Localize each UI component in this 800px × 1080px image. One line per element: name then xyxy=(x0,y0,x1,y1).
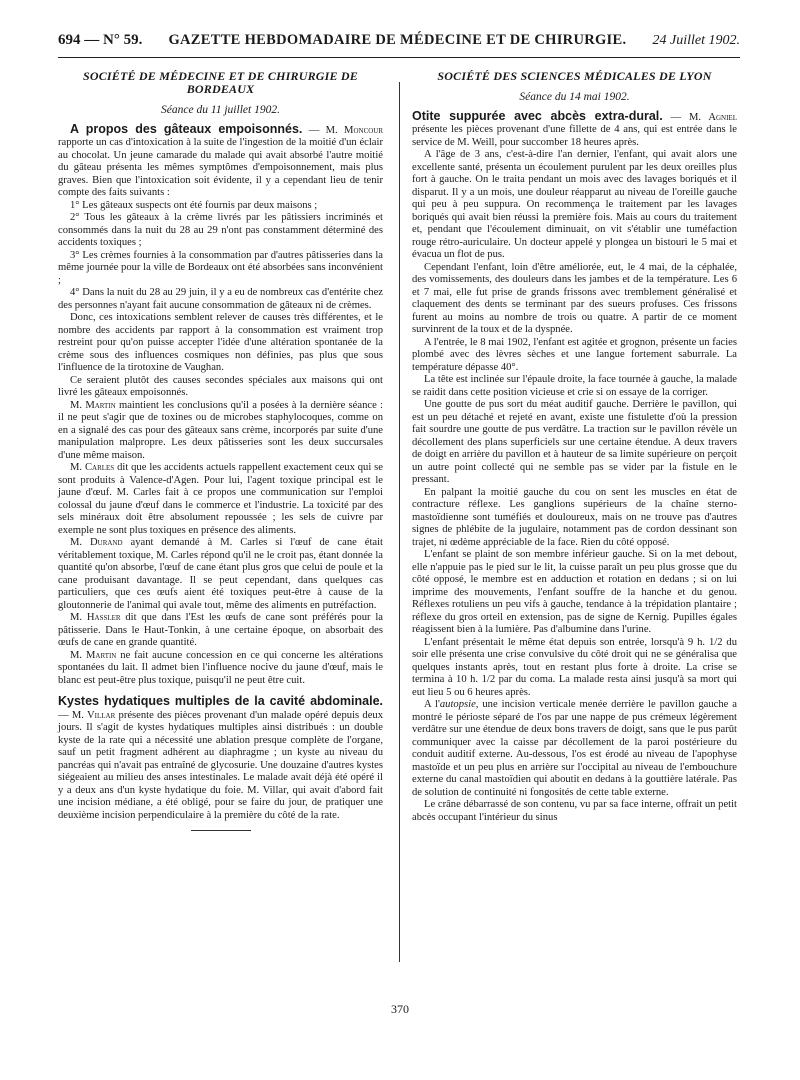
speaker-name: M. Durand xyxy=(70,537,123,548)
article-otite: Otite suppurée avec abcès extra-dural. — M. Agniel présente les pièces provenant d'une fillette de 4 ans, qui est entrée dans le service de M. Weill, pour succomber 18 heures après. A l'âge de 3 ans, c'est-à-dire l'an dernier, l'enfant, qui avait alors une excellente santé, présenta un écoulement purulent par les deux oreilles plus fort à gauche. On le traita pendant un mois avec des lavages boriqués et il disparut. Il y a un mois, une douleur réapparut au niveau de l'oreille gauche qui peu à peu suppura. On recommença le traitement par les lavages boriqués qui avait bien réussi la première fois. Mais au cours du traitement et, pendant que l'écoulement diminuait, on vit s'établir une tuméfaction rouge rétro-auriculaire. Un docteur appelé y plongea un bistouri le 5 mai et évacua un flot de pus. Cependant l'enfant, loin d'être améliorée, eut, le 4 mai, de la céphalée, des vomissements, des douleurs dans les jambes et de la température. Les 6 et 7 mai, elle fut prise de grands frissons avec tremblement généralisé et claquement des dents se terminant par des sueurs profuses. Ces frissons furent au moins au nombre de trois ou quatre. A partir de ce moment survinrent de la toux et de la dyspnée. A l'entrée, le 8 mai 1902, l'enfant est agitée et grognon, présente un facies plombé avec des lèvres sèches et une langue fortement saburrale. La température dépasse 40°. La tête est inclinée sur l'épaule droite, la face tournée à gauche, la malade se raidit dans cette position vicieuse et crie si on essaye de la corriger. Une goutte de pus sort du méat auditif gauche. Derrière le pavillon, qui est un peu détaché et rejeté en avant, existe une fistulette d'où la pression fait sourdre une goutte de pus verdâtre. La traction sur le pavillon révèle un décollement des plans superficiels sur une certaine étendue. A deux travers de doigt en arrière du pavillon et à hauteur de sa limite supérieure on perçoit un autre point collecté qui ne semble pas se vider par la fistule en le pressant. En palpant la moitié gauche du cou on sent les muscles en état de contracture réflexe. Les ganglions supérieurs de la chaîne sterno-mastoïdienne sont tuméfiés et douloureux, mais on ne trouve pas d'autres signes de phlébite de la jugulaire, notamment pas de cordon dessinant son trajet, ni œdème appréciable de la face. Rien du côté opposé. L'enfant se plaint de son membre inférieur gauche. Si on la met debout, elle n'appuie pas le pied sur le lit, la cuisse paraît un peu plus grosse que du côté opposé, le membre est en adduction et rotation en dedans ; si on lui imprime des mouvements, l'enfant souffre de la hanche et du genou. Réflexes rotuliens un peu vifs à gauche, tendance à la trépidation plantaire ; réflexe du gros orteil en extension, pas de signe de Kernig. Pupilles égales réagissent bien à la lumière. Pas d'albumine dans l'urine. L'enfant présentait le même état depuis son entrée, lorsqu'à 9 h. 1/2 du soir elle présenta une crise convulsive du côté droit qui ne se généralisa que quelques instants après, tout en restant plus forte à droite. La crise se termina à 10 h. 1/2 par du coma. La malade resta ainsi jusqu'à sa mort qui eut lieu 5 ou 6 heures après. A l'autopsie, une incision verticale menée derrière le pavillon gauche a montré le périoste séparé de l'os par une nappe de pus crémeux légèrement verdâtre sur une étendue de deux bons travers de doigt, sans que le pus parût communiquer avec la caisse par décollement de la paroi postérieure du conduit auditif externe. Au-dessous, l'os est érodé au niveau de l'apophyse mastoïde et un peu plus en arrière sur l'occipital au niveau de l'embouchure externe du canal mastoïdien qui aboutit en dedans à la gouttière latérale. Pas de solution de continuité ni fongosités de cette table externe. Le crâne débarrassé de son contenu, vu par sa face interne, offrait un petit abcès occupant l'intérieur du sinus xyxy=(412,108,737,823)
list-item: 3° Les crèmes fournies à la consommation par d'autres pâtisseries dans la même journée pour la ville de Bordeaux ont été absorbées sans inconvénient ; xyxy=(58,249,383,286)
society-heading: SOCIÉTÉ DES SCIENCES MÉDICALES DE LYON xyxy=(437,69,712,83)
speaker-name: M. Martin xyxy=(70,649,117,661)
end-rule xyxy=(191,830,251,831)
speaker-name: M. Martin xyxy=(70,399,116,411)
speaker-name: M. Villar xyxy=(71,709,116,721)
page-number: 694 — N° 59. xyxy=(58,32,143,48)
column-divider xyxy=(399,82,400,962)
article-title: A propos des gâteaux empoisonnés. xyxy=(70,121,303,136)
society-heading: SOCIÉTÉ DE MÉDECINE ET DE CHIRURGIE DE BORDEAUX xyxy=(82,69,358,96)
speaker-name: M. Agniel xyxy=(689,111,737,123)
paragraph: Le crâne débarrassé de son contenu, vu par sa face interne, offrait un petit abcès occupant l'intérieur du sinus xyxy=(412,799,737,823)
list-item: 1° Les gâteaux suspects ont été fournis par deux maisons ; xyxy=(70,199,318,211)
speaker-name: M. Hassler xyxy=(70,612,121,623)
article-kystes: Kystes hydatiques multiples de la cavité abdominale. — M. Villar présente des pièces provenant d'un malade opéré depuis deux jours. Il s'agit de kystes hydatiques multiples ainsi distribués : un double kyste de la rate qui a nécessité une ablation presque complète de l'organe, sauf un petit fragment adhérent au diaphragme ; un kyste au niveau du pancréas qui n'avait pas entraîné de glycosurie. Une douzaine d'autres kystes siégeaient au milieu des anses intestinales. Le malade avait déjà été opéré il y a deux ans d'un kyste hydatique du foie. M. Villar, qui avait d'abord fait une incision médiane, a été obligé, pour se faire du jour, de pratiquer une deuxième incision perpendiculaire à la première du côté de la rate. xyxy=(58,694,383,821)
paragraph: , une incision verticale menée derrière le pavillon gauche a montré le périoste séparé de l'os par une nappe de pus crémeux légèrement verdâtre sur une étendue de deux bons travers de doigt, sans que le pus parût communiquer avec la caisse par décollement de la paroi postérieure du conduit auditif externe. Au-dessous, l'os est érodé au niveau de l'apophyse mastoïde et un peu plus en arrière sur l'occipital au niveau de l'embouchure externe du canal mastoïdien qui aboutit en dedans à la gouttière latérale. Pas de solution de continuité ni fongosités de cette table externe. xyxy=(412,699,737,798)
header-rule xyxy=(58,57,740,58)
journal-title: GAZETTE HEBDOMADAIRE DE MÉDECINE ET DE CHIRURGIE. xyxy=(168,32,627,48)
article-title: Kystes hydatiques multiples de la cavité abdominale. xyxy=(58,694,383,708)
paragraph: La tête est inclinée sur l'épaule droite, la face tournée à gauche, la malade se raidit dans cette position vicieuse et crie si on essaye de la corriger. xyxy=(412,374,737,398)
left-column xyxy=(58,70,383,831)
paragraph: Donc, ces intoxications semblent relever de causes très différentes, et le nombre des accidents par rapport à la consommation est vraiment trop restreint pour qu'on puisse accepter l'idée d'une altération spontanée de la crème sous des influences cosmiques non définies, pas plus que sous l'influence de la tirotoxine de Vaughan. xyxy=(58,312,383,373)
list-item: 2° Tous les gâteaux à la crème livrés par les pâtissiers incriminés et consommés dans la nuit du 28 au 29 n'ont pas constamment déterminé des accidents toxiques ; xyxy=(58,212,383,248)
paragraph: En palpant la moitié gauche du cou on sent les muscles en état de contracture réflexe. Les ganglions supérieurs de la chaîne sterno-mastoïdienne sont tuméfiés et douloureux, mais on ne trouve pas d'autres signes de phlébite de la jugulaire, notamment pas de cordon dessinant son trajet, ni œdème appréciable de la face. Rien du côté opposé. xyxy=(412,486,737,548)
paragraph: ayant demandé à M. Carles si l'œuf de cane était véritablement toxique, M. Carles répond qu'il ne le croit pas, étant donnée la quantité qu'on absorbe, l'œuf de cane étant plus gros que celui de poule et la cane produisant davantage. Il se peut cependant, dans quelques cas particuliers, que ces œufs aient été toxiques peut-être à cause de la gloutonnerie de l'animal qui avale tout, même des aliments en putréfaction. xyxy=(58,537,383,611)
emphasis: autopsie xyxy=(439,699,476,710)
folio-number: 370 xyxy=(391,1002,409,1016)
paragraph-lead: A l' xyxy=(424,699,440,710)
paragraph: A l'entrée, le 8 mai 1902, l'enfant est agitée et grognon, présente un facies plombé avec des lèvres sèches et une langue fortement saburrale. La température dépasse 40°. xyxy=(412,336,737,373)
issue-date: 24 Juillet 1902. xyxy=(652,33,740,48)
paragraph: dit que les accidents actuels rappellent exactement ceux qui se sont produits à Valence-d'Agen. Pour lui, l'agent toxique principal est le jaune d'œuf. M. Carles fait à ce propos une communication sur l'emploi colossal du jaune d'œuf dans le commerce et l'industrie. La toxicité par des sels minéraux doit être absolument repoussée ; les sels de cuivre par exemple ne sont plus toxiques en présence des aliments. xyxy=(58,462,383,536)
paragraph: L'enfant se plaint de son membre inférieur gauche. Si on la met debout, elle n'appuie pas le pied sur le lit, la cuisse paraît un peu plus grosse que du côté opposé, le membre est en adduction et rotation en dedans ; si on lui imprime des mouvements, l'enfant souffre de la hanche et du genou. Réflexes rotuliens un peu vifs à gauche, tendance à la trépidation plantaire ; réflexe du gros orteil en extension, pas de signe de Kernig. Pupilles égales réagissent bien à la lumière. Pas d'albumine dans l'urine. xyxy=(412,549,737,635)
paragraph: A l'âge de 3 ans, c'est-à-dire l'an dernier, l'enfant, qui avait alors une excellente santé, présenta un écoulement purulent par les deux oreilles plus fort à gauche. On le traita pendant un mois avec des lavages boriqués et il disparut. Il y a un mois, une douleur réapparut au niveau de l'oreille gauche qui peu à peu suppura. On recommença le traitement par les lavages boriqués qui avait bien réussi la première fois. Mais au cours du traitement et, pendant que l'écoulement diminuait, on vit s'établir une tuméfaction rouge rétro-auriculaire. Un docteur appelé y plongea un bistouri le 5 mai et évacua un flot de pus. xyxy=(412,149,737,260)
session-date: Séance du 11 juillet 1902. xyxy=(161,104,280,116)
speaker-name: M. Moncour xyxy=(325,124,384,136)
paragraph: présente des pièces provenant d'un malade opéré depuis deux jours. Il s'agit de kystes hydatiques multiples ainsi distribués : un double kyste de la rate qui a nécessité une ablation presque complète de l'organe, sauf un petit fragment adhérent au diaphragme ; un kyste au niveau du pancréas qui n'avait pas entraîné de glycosurie. Une douzaine d'autres kystes siégeaient au milieu des anses intestinales. Le malade avait déjà été opéré il y a deux ans d'un kyste hydatique du foie. M. Villar, qui avait d'abord fait une incision médiane, a été obligé, pour se faire du jour, de pratiquer une deuxième incision perpendiculaire à la première du côté de la rate. xyxy=(58,709,383,821)
paragraph: dit que dans l'Est les œufs de cane sont préférés pour la pâtisserie. Dans le Haut-Tonkin, à une certaine époque, on absorbait des œufs de cane en grande quantité. xyxy=(58,612,383,648)
paragraph: maintient les conclusions qu'il a posées à la dernière séance : il ne peut s'agir que de toxines ou de microbes staphylocoques, comme on en a signalé des cas pour des gâteaux sans crème, incorporés par suite d'une manipulation malpropre. Les deux pâtisseries sont les deux succursales d'une même maison. xyxy=(58,399,383,461)
paragraph: présente les pièces provenant d'une fillette de 4 ans, qui est entrée dans le service de M. Weill, pour succomber 18 heures après. xyxy=(412,124,737,148)
session-date: Séance du 14 mai 1902. xyxy=(519,91,630,103)
paragraph: rapporte un cas d'intoxication à la suite de l'ingestion de la moitié d'un éclair au chocolat. Un jeune camarade du malade qui avait absorbé l'autre moitié du gâteau présenta les mêmes symptômes d'empoisonnement, mais plus graves. Bien que l'intoxication soit évidente, il y a cependant lieu de tenir compte des faits suivants : xyxy=(58,137,383,198)
speaker-name: M. Carles xyxy=(70,462,115,473)
paragraph: ne fait aucune concession en ce qui concerne les altérations spontanées du lait. Il admet bien l'influence nocive du jaune d'œuf, mais le blanc est peut-être plus toxique, puisqu'il ne peut être cuit. xyxy=(58,649,383,686)
running-header xyxy=(58,32,740,56)
paragraph: Ce seraient plutôt des causes secondes spéciales aux maisons qui ont livré les gâteaux empoisonnés. xyxy=(58,374,383,398)
list-item: 4° Dans la nuit du 28 au 29 juin, il y a eu de nombreux cas d'entérite chez des personnes n'ayant fait aucune consommation de gâteaux ni de crèmes. xyxy=(58,287,383,311)
right-column xyxy=(412,70,737,824)
paragraph: Cependant l'enfant, loin d'être améliorée, eut, le 4 mai, de la céphalée, des vomissements, des douleurs dans les jambes et de la température. Les 6 et 7 mai, elle fut prise de grands frissons avec tremblement généralisé et claquement des dents se terminant par des sueurs profuses. Ces frissons furent au moins au nombre de trois ou quatre. A partir de ce moment survinrent de la toux et de la dyspnée. xyxy=(412,261,737,335)
article-gateaux: A propos des gâteaux empoisonnés. — M. Moncour rapporte un cas d'intoxication à la suite de l'ingestion de la moitié d'un éclair au chocolat. Un jeune camarade du malade qui avait absorbé l'autre moitié du gâteau présenta les mêmes symptômes d'empoisonnement, mais plus graves. Bien que l'intoxication soit évidente, il y a cependant lieu de tenir compte des faits suivants : 1° Les gâteaux suspects ont été fournis par deux maisons ; 2° Tous les gâteaux à la crème livrés par les pâtissiers incriminés et consommés dans la nuit du 28 au 29 n'ont pas constamment déterminé des accidents toxiques ; 3° Les crèmes fournies à la consommation par d'autres pâtisseries dans la même journée pour la ville de Bordeaux ont été absorbées sans inconvénient ; 4° Dans la nuit du 28 au 29 juin, il y a eu de nombreux cas d'entérite chez des personnes n'ayant fait aucune consommation de gâteaux ni de crèmes. Donc, ces intoxications semblent relever de causes très différentes, et le nombre des accidents par rapport à la consommation est vraiment trop restreint pour qu'on puisse accepter l'idée d'une altération spontanée de la crème sous des influences cosmiques non définies, pas plus que sous l'influence de la tirotoxine de Vaughan. Ce seraient plutôt des causes secondes spéciales aux maisons qui ont livré les gâteaux empoisonnés. M. Martin maintient les conclusions qu'il a posées à la dernière séance : il ne peut s'agir que de toxines ou de microbes staphylocoques, comme on en a signalé des cas pour des gâteaux sans crème, incorporés par suite d'une manipulation malpropre. Les deux pâtisseries sont les deux succursales d'une même maison. M. Carles dit que les accidents actuels rappellent exactement ceux qui se sont produits à Valence-d'Agen. Pour lui, l'agent toxique principal est le jaune d'œuf. M. Carles fait à ce propos une communication sur l'emploi colossal du jaune d'œuf dans le commerce et l'industrie. La toxicité par des sels minéraux doit être absolument repoussée ; les sels de cuivre par exemple ne sont plus toxiques en présence des aliments. M. Durand ayant demandé à M. Carles si l'œuf de cane était véritablement toxique, M. Carles répond qu'il ne le croit pas, étant donnée la quantité qu'on absorbe, l'œuf de cane étant plus gros que celui de poule et la cane produisant davantage. Il se peut cependant, dans quelques cas particuliers, que ces œufs aient été toxiques peut-être à cause de la gloutonnerie de l'animal qui avale tout, même des aliments en putréfaction. M. Hassler dit que dans l'Est les œufs de cane sont préférés pour la pâtisserie. Dans le Haut-Tonkin, à une certaine époque, on absorbait des œufs de cane en grande quantité. M. Martin ne fait aucune concession en ce qui concerne les altérations spontanées du lait. Il admet bien l'influence nocive du jaune d'œuf, mais le blanc est peut-être plus toxique, puisqu'il ne peut être cuit. xyxy=(58,121,384,686)
paragraph: Une goutte de pus sort du méat auditif gauche. Derrière le pavillon, qui est un peu détaché et rejeté en avant, existe une fistulette d'où la pression fait sourdre une goutte de pus verdâtre. La traction sur le pavillon révèle un décollement des plans superficiels sur une certaine étendue. A deux travers de doigt en arrière du pavillon et à hauteur de sa limite supérieure on perçoit un autre point collecté qui ne semble pas se vider par la fistule en le pressant. xyxy=(412,399,737,485)
article-title: Otite suppurée avec abcès extra-dural. xyxy=(412,108,663,123)
paragraph: L'enfant présentait le même état depuis son entrée, lorsqu'à 9 h. 1/2 du soir elle présenta une crise convulsive du côté droit qui ne se généralisa que quelques instants après, tout en restant plus forte à droite. La crise se termina à 10 h. 1/2 par du coma. La malade resta ainsi jusqu'à sa mort qui eut lieu 5 ou 6 heures après. xyxy=(412,636,737,698)
